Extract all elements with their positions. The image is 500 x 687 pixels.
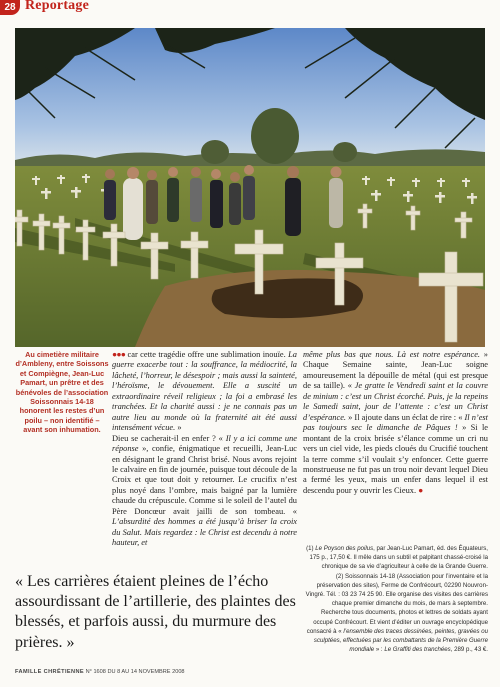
- article-text: même plus bas que nous. Là est notre espérance. » Chaque Semaine sainte, Jean-Luc soigne amoureusement la dépouille de métal (qui est presque de sa taille). « Je gratte le Vendredi saint et la couvre de minium : c’est un Christ écorché. Puis, je la repeins le Samedi saint, jour de l’attente : c’est un Christ d’espérance. » Il ajoute dans un éclat de rire : « Il n’est pas toujours sec le dimanche de Pâques ! » Si le montant de la croix brisée s’élance comme un cri nu vers un ciel vide, les pieds cloués du Crucifié touchent la terre comme s’il voulait s’y enfoncer. Cette guerre monstrueuse ne fut pas un trou noir devant lequel Dieu a fermé les yeux, mais un enfer dans lequel il est descendu pour y ouvrir les Cieux. ●: [303, 350, 489, 495]
- page-header: [0, 0, 500, 16]
- section-title: Reportage: [25, 0, 90, 13]
- photo-caption: Au cimetière militaire d’Ambleny, entre Soissons et Compiègne, Jean-Luc Pamart, un prêtre et des bénévoles de l’association Soissonnais 14-18 honorent les restes d’un poilu – non identifié – avant son inhumation.: [15, 350, 109, 435]
- continuation-marker: ●●●: [112, 350, 126, 359]
- article-text: car cette tragédie offre une sublimation inouïe. La guerre exacerbe tout : la souffrance, la médiocrité, la lâcheté, l’horreur, le désespoir ; mais aussi la sainteté, l’héroïsme, le dévouement. Elle a suscité un extraordinaire réveil religieux ; la foi a embrasé les tranchées. Et la charité aussi : je ne connais pas un autre lieu au monde où la fraternité ait été aussi intensément vécue. » Dieu se cacherait-il en enfer ? « Il y a ici comme une réponse », confie, énigmatique et recueilli, Jean-Luc en désignant le grand Christ brisé. Nous avons rejoint le calvaire en fin de journée, puisque tout découle de la Croix et que tout doit y retourner. Le crucifix n’est plus noyé dans l’ombre, mais baigné par la lumière chaude du crépuscule. Comme si le soleil de l’autel du Père Doncœur avait jailli de son tombeau. « L’absurdité des hommes a été jusqu’à briser la croix du Salut. Mais regardez : le Christ est decendu à notre hauteur, et: [112, 350, 297, 548]
- page-number: 28: [0, 0, 20, 15]
- article-column-1: [112, 350, 297, 549]
- footnotes: (1) Le Poyson des poilus, par Jean-Luc Pamart, éd. des Équateurs, 175 p., 17,50 €. Il mêle dans un subtil et palpitant chassé-croisé la chronique de sa vie d’agriculteur à celle de la Grande Guerre. (2) Soissonnais 14-18 (Association pour l’inventaire et la préservation des sites), Ferme de Confrécourt, 02290 Nouvron-Vingré. Tél. : 03 23 74 25 90. Elle organise des visites des carrières chaque premier dimanche du mois, de mars à septembre. Recherche tous documents, photos et lettres de soldats ayant occupé Confrécourt. Et vient d’éditer un ouvrage encyclopédique consacré à « l’ensemble des traces dessinées, peintes, gravées ou sculptées, effectuées par les combattants de la Première Guerre mondiale » : Le Graffiti des tranchées, 289 p., 43 €.: [305, 545, 488, 654]
- pull-quote: « Les carrières étaient pleines de l’écho assourdissant de l’artillerie, des plaintes des blessés, et parfois aussi, du murmure des prières. »: [15, 573, 296, 651]
- article-paragraph: [112, 350, 297, 549]
- cemetery-photo-illustration: [15, 28, 485, 347]
- article-column-2: [303, 350, 488, 496]
- page-footer: [15, 669, 185, 675]
- cemetery-photo: [15, 28, 485, 347]
- magazine-name: FAMILLE CHRÉTIENNE: [15, 669, 85, 675]
- issue-info: N° 1608 DU 8 AU 14 NOVEMBRE 2008: [85, 669, 185, 675]
